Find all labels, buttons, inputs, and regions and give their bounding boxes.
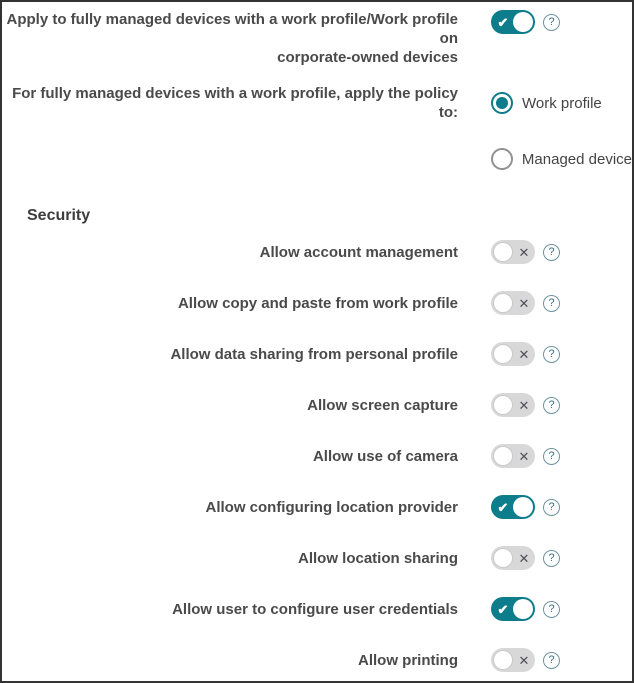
policy-target-row-2 (2, 148, 632, 170)
cross-icon: ✕ (518, 244, 530, 260)
toggle-row-allow-screen-capture (2, 393, 632, 417)
apply-toggle-group (491, 10, 560, 34)
cross-icon: ✕ (518, 652, 530, 668)
toggle-knob (493, 650, 513, 670)
toggle-row-allow-location-sharing (2, 546, 632, 570)
cross-icon: ✕ (518, 295, 530, 311)
radio-option-work-profile (491, 92, 632, 114)
cross-icon: ✕ (518, 346, 530, 362)
label-line-2: corporate-owned devices (277, 49, 458, 66)
help-icon[interactable]: ? (543, 550, 560, 567)
help-icon[interactable]: ? (543, 397, 560, 414)
toggle-row-allow-location-provider (2, 495, 632, 519)
allow-printing-toggle[interactable] (491, 648, 535, 672)
check-icon: ✔ (497, 499, 509, 515)
security-section-title: Security (27, 207, 91, 224)
toggle-label: Allow copy and paste from work profile (177, 294, 458, 312)
managed-device-radio[interactable] (491, 148, 513, 170)
toggle-knob (493, 548, 513, 568)
toggle-row-allow-printing (2, 648, 632, 672)
toggle-row-allow-user-credentials (2, 597, 632, 621)
apply-to-managed-devices-toggle[interactable] (491, 10, 535, 34)
allow-copy-paste-toggle[interactable] (491, 291, 535, 315)
policy-target-row (2, 84, 632, 122)
allow-account-management-toggle[interactable] (491, 240, 535, 264)
toggle-row-allow-copy-paste (2, 291, 632, 315)
allow-camera-toggle[interactable] (491, 444, 535, 468)
allow-screen-capture-toggle[interactable] (491, 393, 535, 417)
toggle-label: Allow account management (259, 243, 458, 261)
toggle-row-allow-data-sharing (2, 342, 632, 366)
allow-location-sharing-toggle[interactable] (491, 546, 535, 570)
help-icon[interactable]: ? (543, 499, 560, 516)
toggle-label: Allow location sharing (297, 549, 458, 567)
help-icon[interactable]: ? (543, 601, 560, 618)
cross-icon: ✕ (518, 397, 530, 413)
toggle-label: Allow configuring location provider (205, 498, 458, 516)
toggle-knob (493, 446, 513, 466)
cross-icon: ✕ (518, 550, 530, 566)
help-icon[interactable]: ? (543, 14, 560, 31)
help-icon[interactable]: ? (543, 244, 560, 261)
help-icon[interactable]: ? (543, 652, 560, 669)
cross-icon: ✕ (518, 448, 530, 464)
toggle-label: Allow data sharing from personal profile (170, 345, 458, 363)
policy-target-label: For fully managed devices with a work profile, apply the policy to: (12, 85, 458, 121)
help-icon[interactable]: ? (543, 295, 560, 312)
allow-data-sharing-toggle[interactable] (491, 342, 535, 366)
help-icon[interactable]: ? (543, 448, 560, 465)
label-line-1: Apply to fully managed devices with a work profile/Work profile on (6, 11, 458, 47)
radio-option-managed-device (491, 148, 632, 170)
apply-to-managed-devices-row (2, 10, 632, 67)
allow-location-provider-toggle[interactable] (491, 495, 535, 519)
toggle-label: Allow printing (358, 651, 458, 669)
toggle-knob (493, 395, 513, 415)
toggle-row-allow-account-management (2, 240, 632, 264)
work-profile-radio-label: Work profile (522, 94, 602, 112)
allow-user-credentials-toggle[interactable] (491, 597, 535, 621)
check-icon: ✔ (497, 601, 509, 617)
managed-device-radio-label: Managed device (521, 150, 632, 168)
toggle-knob (493, 344, 513, 364)
toggle-label: Allow screen capture (307, 396, 458, 414)
toggle-label: Allow user to configure user credentials (172, 600, 458, 618)
work-profile-radio[interactable] (491, 92, 513, 114)
toggle-knob (513, 599, 533, 619)
check-icon: ✔ (497, 14, 509, 30)
toggle-label: Allow use of camera (312, 447, 458, 465)
apply-to-managed-devices-label (2, 10, 491, 67)
toggle-knob (513, 12, 533, 32)
security-toggle-list (2, 240, 632, 672)
toggle-row-allow-camera (2, 444, 632, 468)
help-icon[interactable]: ? (543, 346, 560, 363)
toggle-knob (493, 293, 513, 313)
toggle-knob (513, 497, 533, 517)
toggle-knob (493, 242, 513, 262)
